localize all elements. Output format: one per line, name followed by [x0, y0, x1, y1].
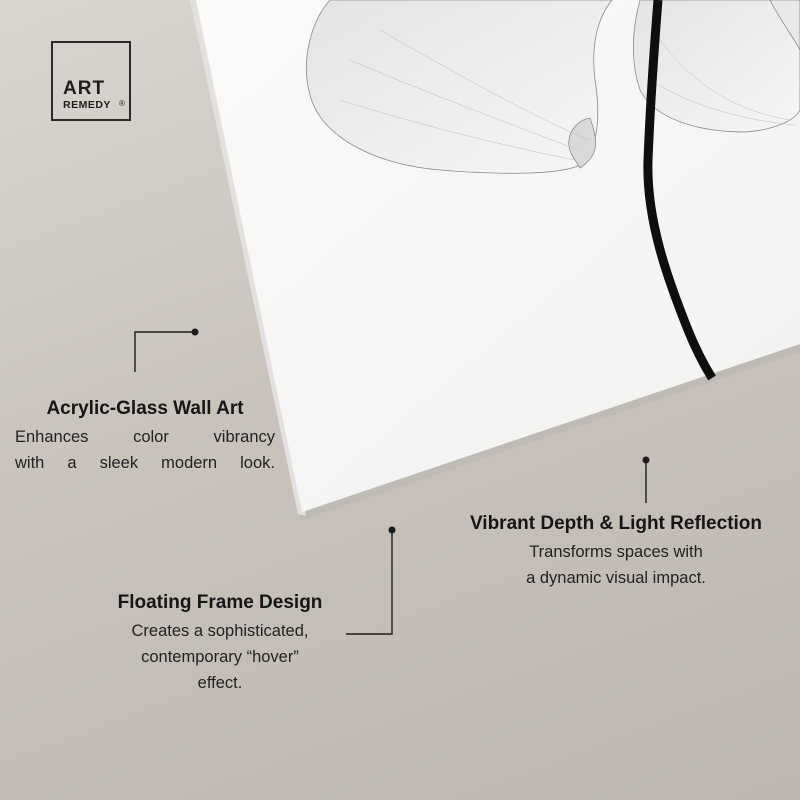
- feature-line: Creates a sophisticated,: [131, 622, 309, 640]
- brand-logo-line1: ART: [63, 78, 106, 99]
- feature-line: a dynamic visual impact.: [526, 569, 706, 587]
- registered-mark: ®: [119, 99, 125, 108]
- feature-line: contemporary “hover”: [141, 648, 299, 666]
- feature-floating-frame: [70, 592, 370, 696]
- feature-line: effect.: [197, 674, 243, 692]
- feature-line: Enhances color vibrancy: [15, 428, 275, 446]
- feature-line: Transforms spaces with: [529, 543, 703, 561]
- feature-acrylic-glass: [15, 398, 275, 476]
- leader-dot-depth: [643, 457, 650, 464]
- leader-dot-floating: [389, 527, 396, 534]
- leader-dot-acrylic: [192, 329, 199, 336]
- feature-line: with a sleek modern look.: [15, 454, 275, 472]
- feature-title: Vibrant Depth & Light Reflection: [469, 513, 763, 534]
- feature-title: Floating Frame Design: [117, 592, 323, 613]
- feature-vibrant-depth: [432, 513, 800, 591]
- brand-logo-line2: REMEDY: [63, 99, 111, 111]
- brand-logo: [51, 41, 131, 121]
- leader-acrylic: [135, 332, 195, 372]
- feature-title: Acrylic-Glass Wall Art: [46, 398, 244, 419]
